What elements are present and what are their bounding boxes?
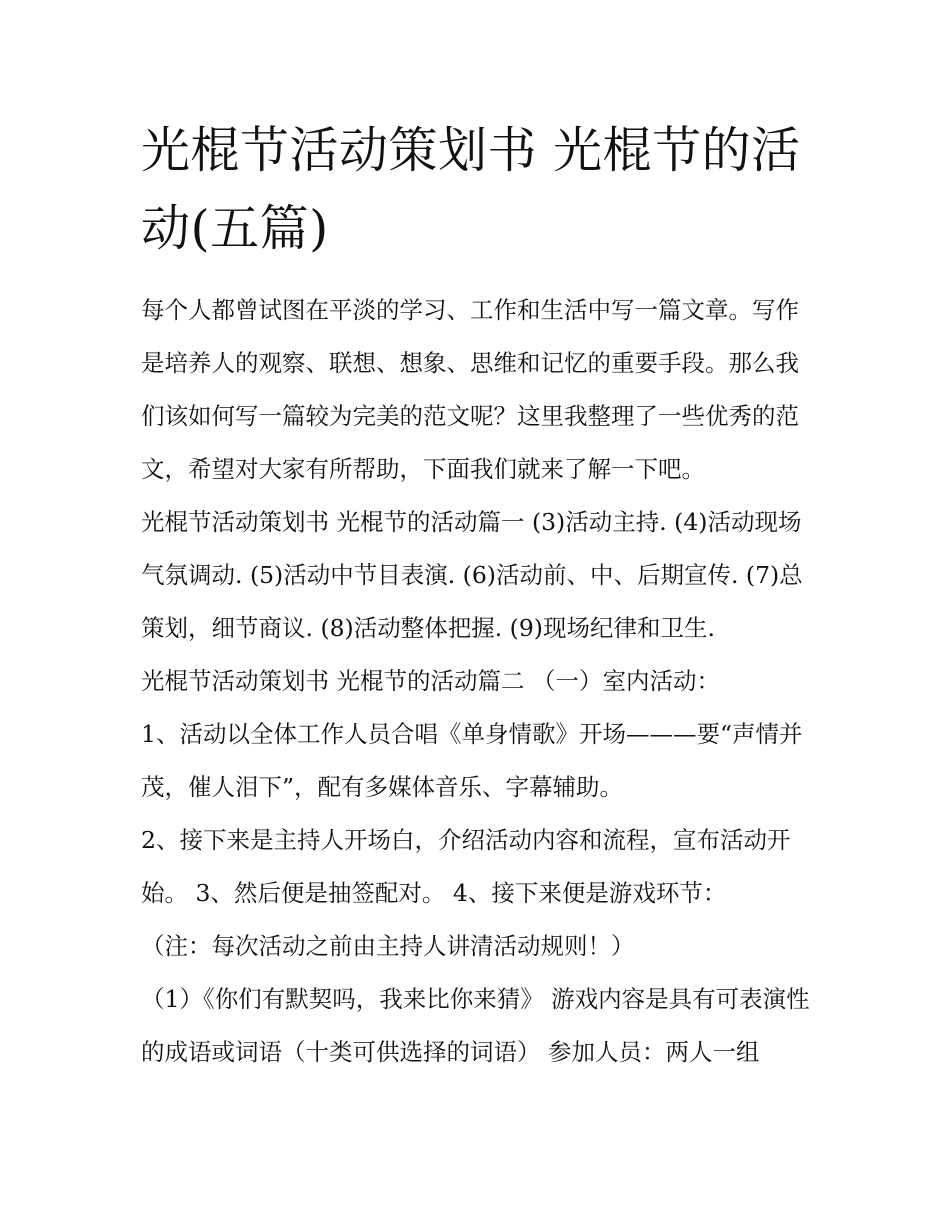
paragraph-note: （注：每次活动之前由主持人讲清活动规则！） xyxy=(141,932,635,960)
document-title: 光棍节活动策划书 光棍节的活动(五篇) xyxy=(141,122,801,257)
paragraph-intro: 每个人都曾试图在平淡的学习、工作和生活中写一篇文章。写作是培养人的观察、联想、想象、思维和记忆的重要手段。那么我们该如何写一篇较为完美的范文呢？这里我整理了一些优秀的范文，希望对大家有所帮助，下面我们就来了解一下吧。 xyxy=(141,296,799,483)
paragraph-item-2: 2、接下来是主持人开场白，介绍活动内容和流程，宣布活动开始。 3、然后便是抽签配对。 4、接下来便是游戏环节： xyxy=(141,826,791,907)
document-body xyxy=(141,284,813,1079)
paragraph-item-1: 1、活动以全体工作人员合唱《单身情歌》开场———要“声情并茂，催人泪下”，配有多媒体音乐、字幕辅助。 xyxy=(141,720,803,801)
paragraph-section-one: 光棍节活动策划书 光棍节的活动篇一 (3)活动主持. (4)活动现场气氛调动. (5)活动中节目表演. (6)活动前、中、后期宣传. (7)总策划，细节商议. (8)活动整体把握. (9)现场纪律和卫生. xyxy=(141,508,803,642)
paragraph-game-1: （1）《你们有默契吗，我来比你来猜》 游戏内容是具有可表演性的成语或词语（十类可供选择的词语） 参加人员：两人一组 xyxy=(141,985,810,1066)
document-page xyxy=(141,112,813,1079)
paragraph-section-two-heading: 光棍节活动策划书 光棍节的活动篇二 （一）室内活动： xyxy=(141,667,720,695)
